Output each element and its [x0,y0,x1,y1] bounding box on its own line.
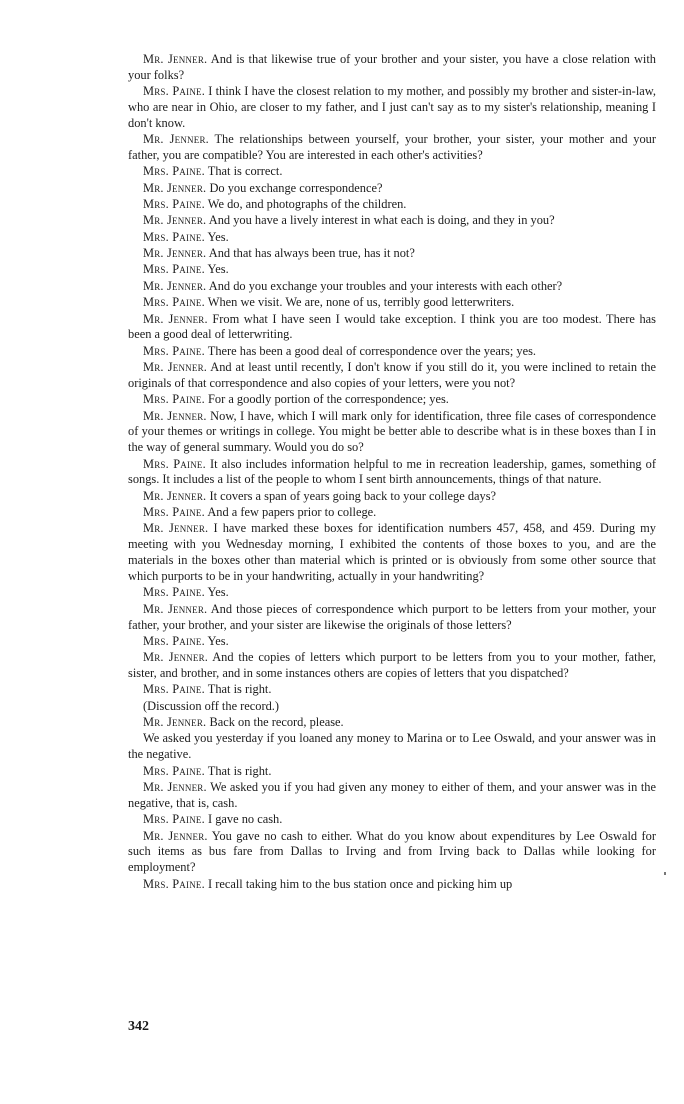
paragraph-text: Now, I have, which I will mark only for identification, three file cases of correspondence of your themes or writings in college. You might be better able to describe what is in these boxes than I in the way of general summary. Would you do so? [128,408,656,455]
margin-mark [664,872,666,875]
transcript-paragraph [128,650,656,682]
paragraph-text: It also includes information helpful to me in recreation leadership, games, something of songs. It includes a list of the people to whom I sent birth announcements, things of that nature. [128,456,656,487]
speaker-label: Mrs. Paine. [143,84,206,99]
speaker-label: Mrs. Paine. [143,763,205,778]
transcript-paragraph [128,312,656,344]
paragraph-text: When we visit. We are, none of us, terribly good letterwriters. [207,295,515,310]
paragraph-text: Yes. [207,262,229,277]
paragraph-text: It covers a span of years going back to your college days? [209,488,497,503]
paragraph-text: And that has always been true, has it not? [208,246,415,261]
paragraph-text: I recall taking him to the bus station once and picking him up [208,876,513,891]
speaker-label: Mrs. Paine. [143,343,205,358]
speaker-label: Mrs. Paine. [143,164,205,179]
transcript-paragraph [128,764,656,780]
transcript-paragraph [128,457,656,489]
transcript-paragraph [128,246,656,262]
paragraph-text: And those pieces of correspondence which purport to be letters from your mother, your father, your brother, and your sister are likewise the originals of those letters? [128,601,656,632]
page-number: 342 [128,1019,149,1034]
paragraph-text: Yes. [207,229,229,244]
paragraph-text: We do, and photographs of the children. [207,197,407,212]
paragraph-text: And you have a lively interest in what each is doing, and they in you? [208,213,555,228]
speaker-label: Mr. Jenner. [143,213,207,228]
speaker-label: Mrs. Paine. [143,876,205,891]
paragraph-text: Do you exchange correspondence? [209,180,383,195]
paragraph-text: And is that likewise true of your brother and your sister, you have a close relation with your folks? [128,52,657,82]
speaker-label: Mr. Jenner. [143,246,207,261]
transcript-paragraph [128,731,656,763]
transcript-paragraph [128,197,656,213]
transcript-paragraph [128,505,656,521]
speaker-label: Mrs. Paine. [143,505,205,520]
speaker-label: Mr. Jenner. [143,488,207,503]
paragraph-text: And a few papers prior to college. [207,505,377,520]
transcript-paragraph [128,585,656,601]
speaker-label: Mr. Jenner. [143,180,207,195]
speaker-label: Mr. Jenner. [143,715,207,730]
paragraph-text: And do you exchange your troubles and your interests with each other? [208,278,563,293]
speaker-label: Mr. Jenner. [143,360,208,375]
speaker-label: Mr. Jenner. [143,132,209,147]
transcript-paragraph [128,392,656,408]
paragraph-text: We asked you yesterday if you loaned any money to Marina or to Lee Oswald, and your answer was in the negative. [128,731,656,762]
speaker-label: Mrs. Paine. [143,456,206,471]
speaker-label: Mrs. Paine. [143,229,205,244]
transcript-paragraph [128,262,656,278]
transcript-paragraph [128,132,656,164]
transcript-paragraph [128,181,656,197]
speaker-label: Mrs. Paine. [143,295,205,310]
speaker-label: Mrs. Paine. [143,197,205,212]
speaker-label: Mr. Jenner. [143,278,207,293]
transcript-paragraph [128,213,656,229]
paragraph-text: I have marked these boxes for identification numbers 457, 458, and 459. During my meeting with you Wednesday morning, I exhibited the contents of those boxes to you, and are the materials in the boxes other than material which is printed or is obviously from some other source that which purports to be in your handwriting, actually in your handwriting? [128,521,656,583]
transcript-paragraph [128,634,656,650]
paragraph-text: Yes. [207,633,229,648]
transcript-paragraph [128,812,656,828]
transcript-paragraph [128,84,656,132]
transcript-paragraph [128,521,656,584]
speaker-label: Mr. Jenner. [143,521,209,536]
speaker-label: Mr. Jenner. [143,779,207,794]
transcript-paragraph [128,602,656,634]
speaker-label: Mr. Jenner. [143,828,208,843]
transcript-paragraph [128,279,656,295]
transcript-paragraph [128,715,656,731]
paragraph-text: There has been a good deal of correspondence over the years; yes. [207,343,536,358]
paragraph-text: That is right. [207,763,272,778]
paragraph-text: (Discussion off the record.) [143,698,280,713]
paragraph-text: I gave no cash. [208,812,283,827]
transcript-paragraph [128,682,656,698]
transcript-paragraph [128,409,656,457]
paragraph-text: That is correct. [207,164,283,179]
transcript-paragraph [128,295,656,311]
paragraph-text: Back on the record, please. [209,715,344,730]
paragraph-text: For a goodly portion of the correspondence; yes. [208,392,449,407]
transcript-paragraph [128,344,656,360]
transcript-paragraph [128,829,656,877]
paragraph-text: From what I have seen I would take exception. I think you are too modest. There has been a good deal of letterwriting. [128,311,656,342]
speaker-label: Mr. Jenner. [143,601,208,616]
speaker-label: Mrs. Paine. [143,633,205,648]
paragraph-text: And the copies of letters which purport to be letters from you to your mother, father, sister, and brother, and in some instances others are copies of letters that you dispatched? [128,650,657,681]
paragraph-text: I think I have the closest relation to my mother, and possibly my brother and sister-in-law, who are near in Ohio, are closer to my father, and I just can't say as to my sister's relationship, meaning I don't know. [128,84,656,130]
speaker-label: Mr. Jenner. [143,311,208,326]
paragraph-text: That is right. [207,682,272,697]
transcript-paragraph [128,164,656,180]
transcript-paragraph [128,780,656,812]
transcript-paragraph [128,877,656,893]
speaker-label: Mrs. Paine. [143,812,205,827]
paragraph-text: And at least until recently, I don't know if you still do it, you were inclined to retain the originals of that correspondence and also copies of your letters, were you not? [128,360,657,390]
transcript-paragraph [128,360,656,392]
speaker-label: Mr. Jenner. [143,52,208,66]
transcript-paragraph [128,230,656,246]
paragraph-text: We asked you if you had given any money to either of them, and your answer was in the negative, that is, cash. [128,779,656,810]
paragraph-text: Yes. [207,585,229,600]
transcript-paragraph [128,699,656,715]
speaker-label: Mr. Jenner. [143,650,209,665]
paragraph-text: You gave no cash to either. What do you know about expenditures by Lee Oswald for such items as bus fare from Dallas to Irving and from Irving back to Dallas while looking for employment? [128,828,656,875]
speaker-label: Mr. Jenner. [143,408,207,423]
transcript-paragraph [128,52,656,84]
speaker-label: Mrs. Paine. [143,262,205,277]
speaker-label: Mrs. Paine. [143,392,205,407]
transcript-body [128,52,656,893]
transcript-paragraph [128,489,656,505]
speaker-label: Mrs. Paine. [143,585,205,600]
paragraph-text: The relationships between yourself, your brother, your sister, your mother and your father, you are compatible? You are interested in each other's activities? [128,132,656,163]
speaker-label: Mrs. Paine. [143,682,205,697]
